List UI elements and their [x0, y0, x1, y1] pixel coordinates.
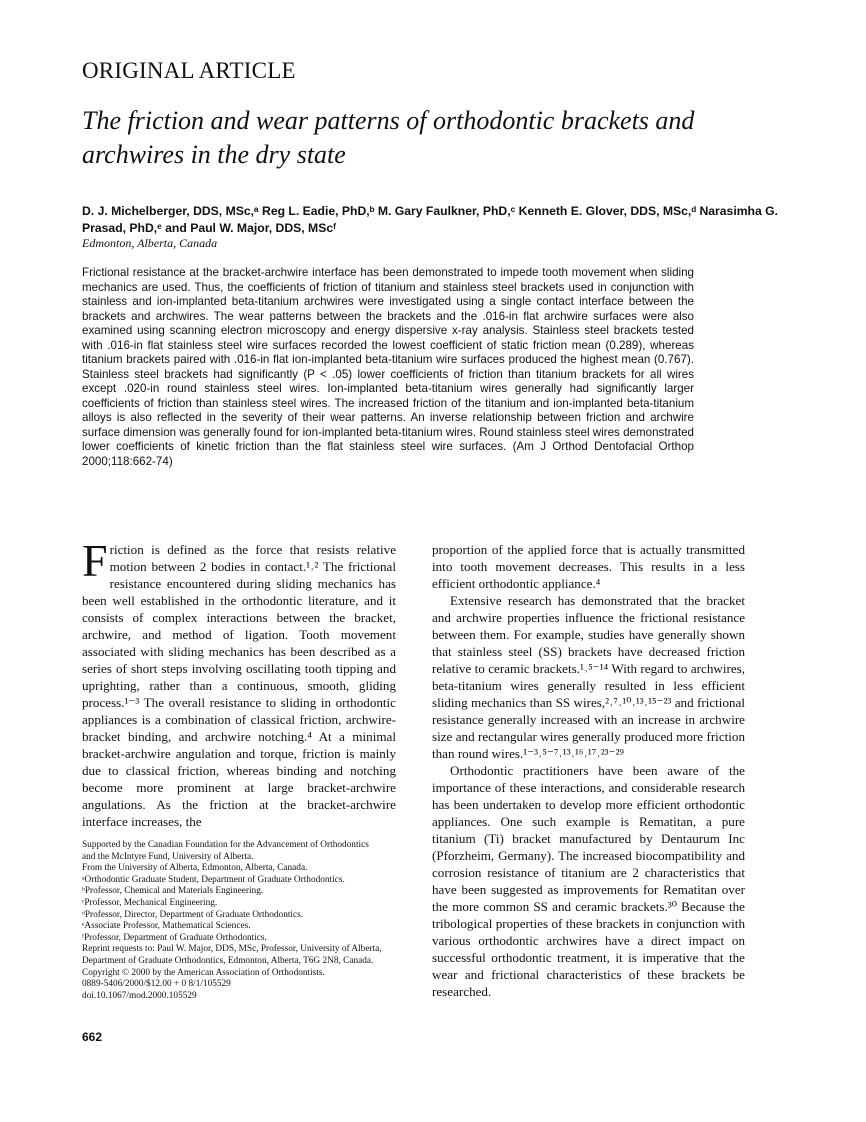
body-paragraph: proportion of the applied force that is actually transmitted into tooth movement decreases. This results in a less efficient orthodontic appliance.⁴	[432, 542, 745, 591]
footnote-line: ᶠProfessor, Department of Graduate Orthodontics.	[82, 932, 267, 943]
footnote-line: ᵃOrthodontic Graduate Student, Department of Graduate Orthodontics.	[82, 874, 345, 885]
footnote-line: ᵇProfessor, Chemical and Materials Engineering.	[82, 886, 264, 897]
footnote-line: ᵉAssociate Professor, Mathematical Sciences.	[82, 921, 251, 932]
drop-cap: F	[82, 535, 108, 586]
footnotes	[82, 840, 400, 1002]
footnote-line: and the McIntyre Fund, University of Alberta.	[82, 851, 254, 862]
section-label: ORIGINAL ARTICLE	[82, 58, 296, 83]
body-paragraph: Extensive research has demonstrated that the bracket and archwire properties influence the frictional resistance between them. For example, studies have generally shown that stainless steel (SS) brackets have decreased friction relative to ceramic brackets.¹˒⁵⁻¹⁴ With regard to archwires, beta-titanium wires generally resulted in less efficient sliding mechanics than SS wires,²˒⁷˒¹⁰˒¹³˒¹⁵⁻²³ and frictional resistance generally increased with an increase in archwire size and rectangular wires generally produced more friction than round wires.¹⁻³˒⁵⁻⁷˒¹³˒¹⁶˒¹⁷˒²³⁻²⁹	[432, 593, 745, 761]
intro-text: riction is defined as the force that resists relative motion between 2 bodies in contact.¹˒² The frictional resistance encountered during sliding mechanics has been well established in the orthodontic literature, and it consists of complex interactions between the bracket, archwire, and method of ligation. Tooth movement associated with sliding mechanics has been described as a series of short steps involving oscillating tooth tipping and uprighting, rather than a continuous, smooth, gliding process.¹⁻³ The overall resistance to sliding in orthodontic appliances is a combination of classical friction, archwire-bracket binding, and archwire notching.⁴ At a minimal bracket-archwire angulation and torque, friction is mainly due to classical friction, whereas binding and notching become more prominent at large bracket-archwire angulations. As the friction at the bracket-archwire interface increases, the	[82, 542, 396, 829]
body-paragraph: Orthodontic practitioners have been aware of the importance of these interactions, and considerable research has been undertaken to develop more efficient orthodontic appliances. One such example is Rematitan, a pure titanium (Ti) bracket manufactured by Dentaurum Inc (Pforzheim, Germany). The increased biocompatibility and corrosion resistance of titanium are 2 characteristics that have been suggested as improvements for Rematitan over the more common SS and ceramic brackets.³⁰ Because the tribological properties of these brackets in conjunction with various orthodontic archwires have a direct impact on successful orthodontic treatment, it is imperative that the wear and frictional characteristics of these brackets be researched.	[432, 763, 745, 999]
article-title: The friction and wear patterns of orthodontic brackets and archwires in the dry state	[82, 106, 695, 169]
footnote-line: Department of Graduate Orthodontics, Edmonton, Alberta, T6G 2N8, Canada.	[82, 955, 374, 966]
footnote-line: doi.10.1067/mod.2000.105529	[82, 990, 197, 1001]
page-number: 662	[82, 1030, 103, 1044]
footnote-line: Reprint requests to: Paul W. Major, DDS, MSc, Professor, University of Alberta,	[82, 944, 382, 955]
footnote-line: Copyright © 2000 by the American Association of Orthodontists.	[82, 967, 325, 978]
body-column-left	[82, 535, 396, 830]
footnote-line: 0889-5406/2000/$12.00 + 0 8/1/105529	[82, 979, 231, 990]
intro-paragraph	[82, 535, 396, 830]
body-column-right	[432, 541, 745, 1000]
footnote-line: From the University of Alberta, Edmonton, Alberta, Canada.	[82, 863, 308, 874]
footnote-line: ᶜProfessor, Mechanical Engineering.	[82, 897, 218, 908]
footnote-line: Supported by the Canadian Foundation for the Advancement of Orthodontics	[82, 840, 369, 850]
author-list: D. J. Michelberger, DDS, MSc,ᵃ Reg L. Eadie, PhD,ᵇ M. Gary Faulkner, PhD,ᶜ Kenneth E. Glover, DDS, MSc,ᵈ Narasimha G. Prasad, PhD,ᵉ and Paul W. Major, DDS, MScᶠ	[82, 204, 779, 235]
abstract: Frictional resistance at the bracket-archwire interface has been demonstrated to impede tooth movement when sliding mechanics are used. Thus, the coefficients of friction of titanium and stainless steel brackets used in conjunction with stainless and ion-implanted beta-titanium archwires were investigated using a single contact interface between the brackets and archwires. The wear patterns between the brackets and the .016-in flat archwire surfaces were also examined using scanning electron microscopy and energy dispersive x-ray analysis. Stainless steel brackets tested with .016-in flat stainless steel wire surfaces recorded the lowest coefficient of static friction mean (0.289), whereas titanium brackets paired with .016-in flat ion-implanted beta-titanium wire surfaces produced the highest mean (0.767). Stainless steel brackets had significantly (P < .05) lower coefficients of friction than titanium brackets for all wires except .020-in round stainless steel wires. Ion-implanted beta-titanium wires generally had significantly larger coefficients of friction than stainless steel wires. The increased friction of the titanium and ion-implanted beta-titanium alloys is also reflected in the severity of their wear patterns. An inverse relationship between friction and archwire surface dimension was generally found for ion-implanted beta-titanium wires. Round stainless steel wires demonstrated lower coefficients of kinetic friction than the flat stainless steel wire surfaces. (Am J Orthod Dentofacial Orthop 2000;118:662-74)	[82, 266, 694, 468]
author-affiliation: Edmonton, Alberta, Canada	[82, 236, 218, 250]
footnote-line: ᵈProfessor, Director, Department of Graduate Orthodontics.	[82, 909, 304, 920]
